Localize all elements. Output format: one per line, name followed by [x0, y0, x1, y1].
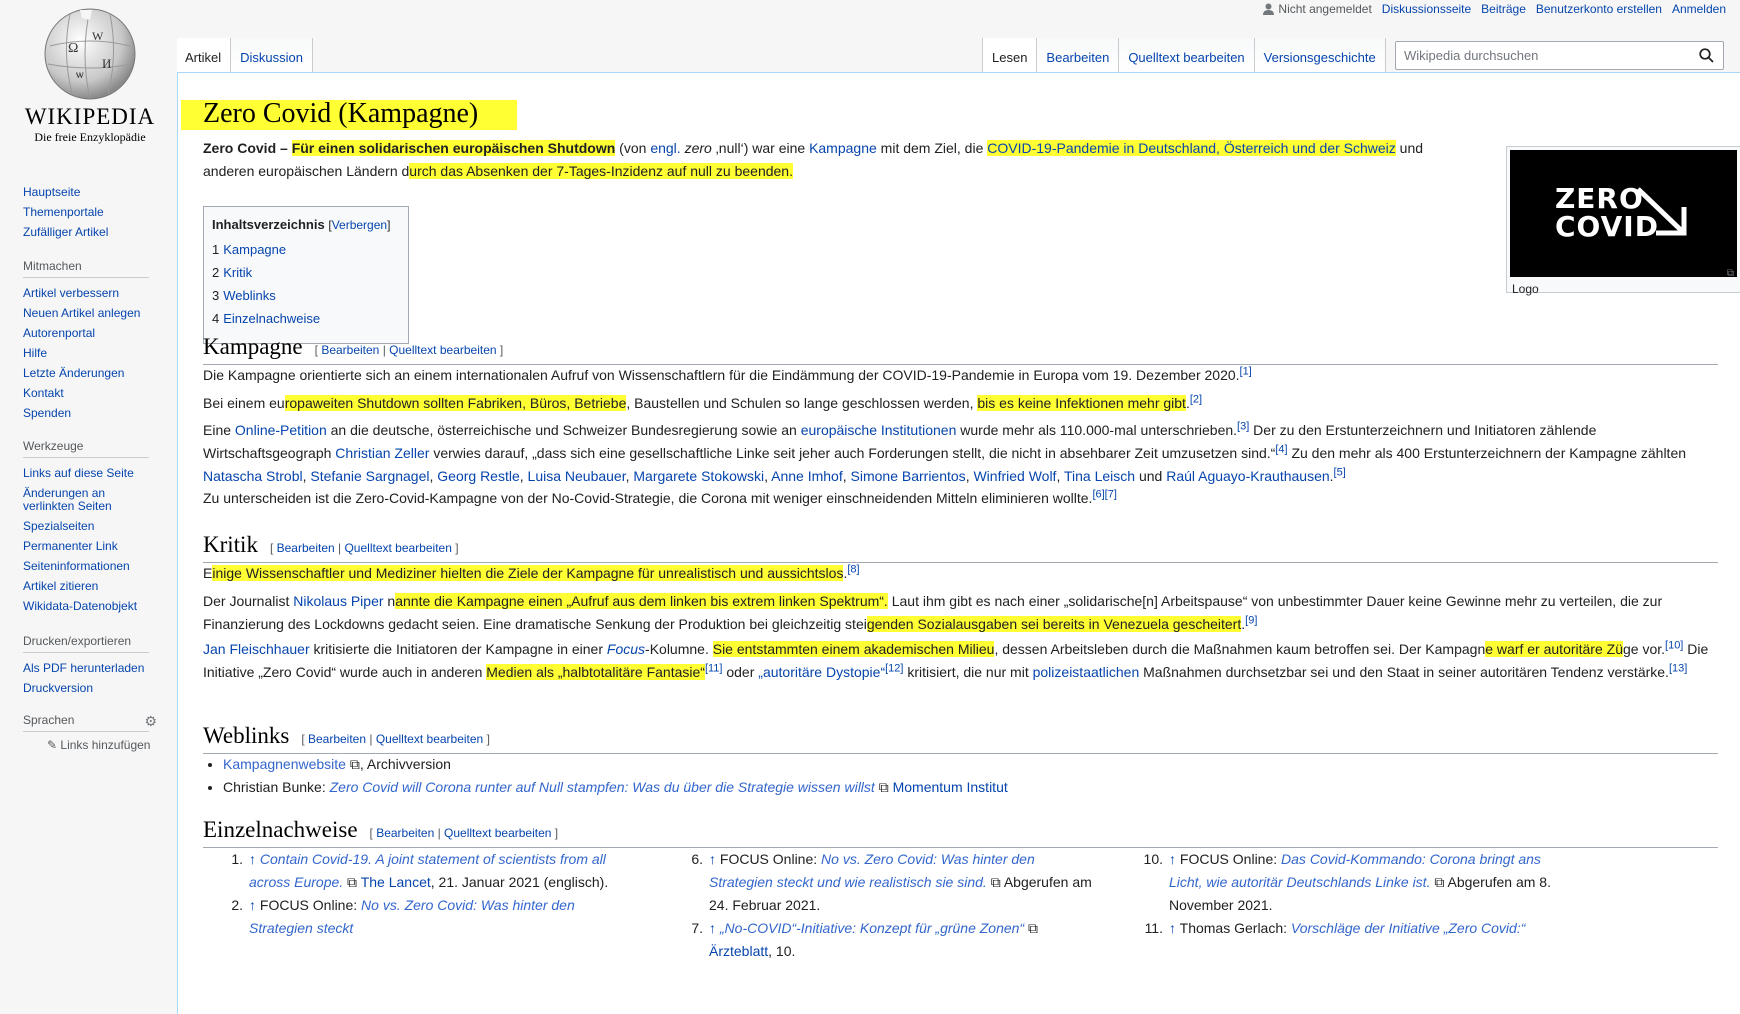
add-links-label: Links hinzufügen	[60, 738, 151, 752]
link-momentum-institut[interactable]: Momentum Institut	[888, 779, 1008, 795]
nav-artikel-verbessern[interactable]: Artikel verbessern	[23, 286, 120, 300]
backlink-arrow[interactable]: ↑	[249, 897, 256, 913]
tool-links-auf-seite[interactable]: Links auf diese Seite	[23, 466, 134, 480]
external-link-icon: ⧉	[345, 756, 360, 772]
edit-source-link[interactable]: Quelltext bearbeiten	[389, 343, 497, 357]
nav-themenportale[interactable]: Themenportale	[23, 205, 104, 219]
intro-bold-title: Zero Covid –	[203, 140, 292, 156]
backlink-arrow[interactable]: ↑	[1169, 920, 1176, 936]
svg-text:Ω: Ω	[68, 41, 79, 56]
reference-item: 6. ↑ FOCUS Online: No vs. Zero Covid: Was hinter den Strategien steckt und wie realistisch sie sind. ⧉ Abgerufen am 24. Februar 2021.	[691, 851, 1092, 913]
kampagne-p1: Die Kampagne orientierte sich an einem internationalen Aufruf von Wissenschaftlern für die Eindämmung der COVID-19-Pandemie in Europa vom 19. Dezember 2020.[1]	[203, 365, 1252, 383]
tool-artikel-zitieren[interactable]: Artikel zitieren	[23, 579, 99, 593]
not-logged-in-label: Nicht angemeldet	[1278, 2, 1372, 16]
content-area	[177, 72, 1740, 1014]
ref-link[interactable]: [10]	[1665, 639, 1684, 652]
list-item: • Kampagnenwebsite ⧉, Archivversion	[223, 753, 1008, 776]
view-tabs	[982, 38, 1386, 73]
tab-artikel[interactable]: Artikel	[177, 38, 231, 73]
toc-item[interactable]: 2 Kritik	[212, 265, 253, 280]
link-polizeistaat[interactable]: polizeistaatlichen	[1032, 664, 1140, 680]
link-person[interactable]: Tina Leisch	[1063, 468, 1136, 484]
link-person[interactable]: Anne Imhof	[771, 468, 843, 484]
ref-link[interactable]: [3]	[1237, 420, 1250, 433]
gear-icon[interactable]: ⚙	[144, 713, 157, 729]
backlink-arrow[interactable]: ↑	[249, 851, 256, 867]
portal-heading: Drucken/exportieren	[23, 634, 149, 653]
sprachen-portal	[23, 713, 163, 752]
toc-item[interactable]: 3 Weblinks	[212, 288, 276, 303]
wordmark: WIKIPEDIA	[24, 104, 156, 129]
list-item: • Christian Bunke: Zero Covid will Corona runter auf Null stampfen: Was du über die Strategie wissen willst ⧉ Momentum Institut	[223, 776, 1008, 799]
intro-paragraph: Zero Covid – Für einen solidarischen europäischen Shutdown (von engl. zero ‚null‘) war eine Kampagne mit dem Ziel, die COVID-19-Pandemie in Deutschland, Österreich und der Schweiz und anderen europäischen Ländern durch das Absenken der 7-Tages-Inzidenz auf null zu beenden.	[203, 140, 1424, 179]
search-input[interactable]	[1396, 42, 1686, 69]
external-link-icon: ⧉	[874, 779, 889, 795]
link-person[interactable]: Luisa Neubauer	[527, 468, 626, 484]
nav-hauptseite[interactable]: Hauptseite	[23, 185, 81, 199]
link-kampagne[interactable]: Kampagne	[809, 140, 877, 156]
section-edit: [ Bearbeiten | Quelltext bearbeiten ]	[314, 343, 504, 357]
ref-link[interactable]: [9]	[1245, 614, 1258, 627]
backlink-arrow[interactable]: ↑	[709, 851, 716, 867]
logo-text: ZERO COVID	[1555, 182, 1659, 243]
tagline: Die freie Enzyklopädie	[34, 130, 146, 144]
edit-link[interactable]: Bearbeiten	[307, 732, 367, 746]
weblinks-list	[223, 753, 1008, 799]
ref-link[interactable]: [8]	[847, 563, 860, 576]
reference-item: 1. ↑ Contain Covid-19. A joint statement of scientists from all across Europe. ⧉ The Lancet, 21. Januar 2021 (englisch).	[231, 851, 609, 890]
ref-link[interactable]: [1]	[1239, 365, 1252, 378]
ref-external-link[interactable]: Contain Covid-19. A joint statement of scientists from all across Europe.	[249, 851, 606, 890]
ref-external-link[interactable]: No vs. Zero Covid: Was hinter den Strategien steckt und wie realistisch sie sind.	[709, 851, 1035, 890]
navigation-portal	[23, 183, 163, 243]
toc-toggle[interactable]: [Verbergen]	[328, 218, 391, 232]
search-box	[1395, 41, 1724, 70]
tab-diskussion[interactable]: Diskussion	[231, 38, 313, 73]
toc-item[interactable]: 4 Einzelnachweise	[212, 311, 321, 326]
svg-text:W: W	[92, 29, 104, 43]
edit-link[interactable]: Bearbeiten	[276, 541, 335, 555]
references-column-1	[203, 848, 633, 940]
heading-kampagne: Kampagne [ Bearbeiten | Quelltext bearbeiten ]	[203, 332, 1718, 365]
link-konto-erstellen[interactable]: Benutzerkonto erstellen	[1535, 2, 1662, 16]
link-europaeische-institutionen[interactable]: europäische Institutionen	[800, 422, 957, 438]
heading-kritik: Kritik [ Bearbeiten | Quelltext bearbeiten ]	[203, 530, 1718, 563]
backlink-arrow[interactable]: ↑	[1169, 851, 1176, 867]
link-kampagnenwebsite[interactable]: Kampagnenwebsite	[223, 756, 346, 772]
references-column-2	[663, 848, 1093, 963]
ref-link[interactable]: [4]	[1275, 443, 1288, 456]
tab-versionsgeschichte[interactable]: Versionsgeschichte	[1255, 38, 1386, 73]
toc-title: Inhaltsverzeichnis	[212, 217, 325, 232]
search-icon[interactable]	[1699, 48, 1714, 63]
tool-aenderungen-verlinkt[interactable]: Änderungen an verlinkten Seiten	[23, 486, 112, 513]
link-diskussionsseite[interactable]: Diskussionsseite	[1381, 2, 1472, 16]
print-pdf[interactable]: Als PDF herunterladen	[23, 661, 145, 675]
tab-quelltext[interactable]: Quelltext bearbeiten	[1119, 38, 1254, 73]
puzzle-globe-icon	[40, 6, 140, 102]
tool-spezialseiten[interactable]: Spezialseiten	[23, 519, 95, 533]
nav-neuen-artikel[interactable]: Neuen Artikel anlegen	[23, 306, 141, 320]
nav-letzte-aenderungen[interactable]: Letzte Änderungen	[23, 366, 125, 380]
ref-source-link[interactable]: The Lancet	[360, 874, 431, 890]
svg-text:ѡ: ѡ	[76, 67, 84, 81]
infobox-caption: Logo	[1512, 282, 1539, 296]
svg-text:И: И	[102, 56, 112, 71]
ref-link[interactable]: [6][7]	[1092, 488, 1117, 501]
page-title: Zero Covid (Kampagne)	[203, 98, 479, 129]
nav-kontakt[interactable]: Kontakt	[23, 386, 64, 400]
external-link-icon: ⧉	[1430, 874, 1445, 890]
link-focus[interactable]: Focus	[606, 641, 646, 657]
portal-heading: Werkzeuge	[23, 439, 149, 458]
reference-item: 10. ↑ FOCUS Online: Das Covid-Kommando: Corona bringt ans Licht, wie autoritär Deutschlands Linke ist. ⧉ Abgerufen am 8. November 2021.	[1143, 851, 1551, 913]
tool-wikidata[interactable]: Wikidata-Datenobjekt	[23, 599, 138, 613]
link-autoritaere-dystopie[interactable]: „autoritäre Dystopie“	[758, 664, 886, 680]
link-beitraege[interactable]: Beiträge	[1481, 2, 1526, 16]
drucken-portal	[23, 634, 163, 699]
edit-link[interactable]: Bearbeiten	[321, 343, 380, 357]
link-momentum-article[interactable]: Zero Covid will Corona runter auf Null stampfen: Was du über die Strategie wissen willst	[329, 779, 875, 795]
link-anmelden[interactable]: Anmelden	[1671, 2, 1726, 16]
kampagne-p3: Eine Online-Petition an die deutsche, österreichische und Schweizer Bundesregierung sowie an europäische Institutionen wurde mehr als 110.000-mal unterschrieben.[3] Der zu den Erstunterzeichnern und Initiatoren zählende Wirtschaftsgeograph Christian Zeller verwies darauf, „dass sich eine gesellschaftliche Linke seit jeher auch Forderungen stellt, die nicht in absehbarer Zeit umzusetzen sind.“[4] Zu den mehr als 400 Erstunterzeichnern der Kampagne zählten Natascha Strobl, Stefanie Sargnagel, Georg Restle, Luisa Neubauer, Margarete Stokowski, Anne Imhof, Simone Barrientos, Winfried Wolf, Tina Leisch und Raúl Aguayo-Krauthausen.[5]	[203, 420, 1687, 484]
nav-hilfe[interactable]: Hilfe	[23, 346, 48, 360]
kritik-p3: Jan Fleischhauer kritisierte die Initiatoren der Kampagne in einer Focus-Kolumne. Sie entstammten einem akademischen Milieu, dessen Arbeitsleben durch die Maßnahmen kaum betroffen sei. Der Kampagne warf er autoritäre Züge vor.[10] Die Initiative „Zero Covid“ wurde auch in anderen Medien als „halbtotalitäre Fantasie“[11] oder „autoritäre Dystopie“[12] kritisiert, die nur mit polizeistaatlichen Maßnahmen durchsetzbar sei und den Staat in seiner autoritären Tendenz verstärke.[13]	[203, 639, 1709, 680]
ref-external-link[interactable]: No vs. Zero Covid: Was hinter den Strategien steckt	[249, 897, 575, 936]
toc-item[interactable]: 1 Kampagne	[212, 242, 287, 257]
portal-heading: Sprachen	[23, 713, 149, 732]
ref-external-link[interactable]: Vorschläge der Initiative „Zero Covid:“	[1290, 920, 1526, 936]
nav-autorenportal[interactable]: Autorenportal	[23, 326, 96, 340]
reference-item: 11. ↑ Thomas Gerlach: Vorschläge der Initiative „Zero Covid:“	[1144, 920, 1526, 936]
ref-source-link[interactable]: Ärzteblatt	[709, 943, 769, 959]
wikipedia-logo[interactable]	[20, 6, 160, 154]
heading-weblinks: Weblinks [ Bearbeiten | Quelltext bearbeiten ]	[203, 721, 1718, 754]
ref-link[interactable]: [5]	[1333, 466, 1346, 479]
add-links-button[interactable]	[23, 738, 163, 752]
werkzeuge-portal	[23, 439, 163, 617]
link-online-petition[interactable]: Online-Petition	[234, 422, 327, 438]
link-person[interactable]: Raúl Aguayo-Krauthausen	[1166, 468, 1330, 484]
print-druckversion[interactable]: Druckversion	[23, 681, 94, 695]
link-person[interactable]: Winfried Wolf	[973, 468, 1057, 484]
link-person[interactable]: Simone Barrientos	[850, 468, 966, 484]
link-engl[interactable]: engl.	[650, 140, 681, 156]
ref-external-link[interactable]: „No-COVID“-Initiative: Konzept für „grüne Zonen“	[719, 920, 1025, 936]
ref-link[interactable]: [13]	[1668, 662, 1688, 675]
user-icon	[1263, 3, 1274, 15]
kritik-p2: Der Journalist Nikolaus Piper nannte die Kampagne einen „Aufruf aus dem linken bis extrem linken Spektrum“. Laut ihm gibt es nach einer „solidarische[n] Arbeitspause“ von unbestimmter Dauer keine Gewinne mehr zu verteilen, die zur Finanzierung des Lockdowns gedacht seien. Eine dramatische Senkung der Produktion bei gleichzeitig steigenden Sozialausgaben sei bereits in Venezuela gescheitert.[9]	[203, 593, 1663, 632]
ref-link[interactable]: [11]	[704, 662, 723, 675]
external-link-icon: ⧉	[1024, 920, 1039, 936]
nav-spenden[interactable]: Spenden	[23, 406, 72, 420]
link-nikolaus-piper[interactable]: Nikolaus Piper	[293, 593, 384, 609]
link-person[interactable]: Georg Restle	[437, 468, 520, 484]
enlarge-icon[interactable]: ⧉	[1726, 268, 1734, 279]
mitmachen-portal	[23, 259, 163, 424]
backlink-arrow[interactable]: ↑	[709, 920, 716, 936]
reference-item: 7. ↑ „No-COVID“-Initiative: Konzept für „grüne Zonen“ ⧉ Ärzteblatt, 10.	[691, 920, 1039, 959]
tab-bearbeiten[interactable]: Bearbeiten	[1037, 38, 1119, 73]
section-edit: [ Bearbeiten | Quelltext bearbeiten ]	[369, 826, 559, 840]
references-column-3	[1123, 848, 1553, 940]
link-person[interactable]: Margarete Stokowski	[633, 468, 765, 484]
ref-link[interactable]: [12]	[885, 662, 904, 675]
kampagne-p2: Bei einem europaweiten Shutdown sollten Fabriken, Büros, Betriebe, Baustellen und Schulen so lange geschlossen werden, bis es keine Infektionen mehr gibt.[2]	[203, 393, 1203, 411]
link-christian-zeller[interactable]: Christian Zeller	[335, 445, 430, 461]
edit-source-link[interactable]: Quelltext bearbeiten	[344, 541, 452, 555]
external-link-icon: ⧉	[986, 874, 1001, 890]
link-covid-pandemie[interactable]: COVID-19-Pandemie in Deutschland, Österreich und der Schweiz	[987, 140, 1396, 156]
tool-permanenter-link[interactable]: Permanenter Link	[23, 539, 118, 553]
section-edit: [ Bearbeiten | Quelltext bearbeiten ]	[269, 541, 459, 555]
edit-source-link[interactable]: Quelltext bearbeiten	[444, 826, 552, 840]
link-person[interactable]: Stefanie Sargnagel	[310, 468, 430, 484]
tab-lesen[interactable]: Lesen	[982, 38, 1037, 73]
external-link-icon: ⧉	[343, 874, 361, 890]
edit-source-link[interactable]: Quelltext bearbeiten	[375, 732, 484, 746]
section-edit: [ Bearbeiten | Quelltext bearbeiten ]	[301, 732, 490, 746]
zero-covid-logo[interactable]	[1510, 150, 1737, 277]
ref-link[interactable]: [2]	[1189, 393, 1203, 406]
not-logged-in	[1263, 2, 1371, 16]
reference-item: 2. ↑ FOCUS Online: No vs. Zero Covid: Was hinter den Strategien steckt	[231, 897, 575, 936]
table-of-contents	[203, 206, 409, 344]
nav-zufaelliger-artikel[interactable]: Zufälliger Artikel	[23, 225, 109, 239]
infobox	[1506, 146, 1740, 296]
link-jan-fleischhauer[interactable]: Jan Fleischhauer	[203, 641, 310, 657]
heading-einzelnachweise: Einzelnachweise [ Bearbeiten | Quelltext bearbeiten ]	[203, 815, 1718, 848]
portal-heading: Mitmachen	[23, 259, 149, 278]
intro-bold-subtitle: Für einen solidarischen europäischen Shutdown	[291, 140, 616, 156]
tool-seiteninformationen[interactable]: Seiteninformationen	[23, 559, 130, 573]
kritik-p1: Einige Wissenschaftler und Mediziner hielten die Ziele der Kampagne für unrealistisch und aussichtslos.[8]	[203, 563, 860, 581]
arrow-down-right-icon	[1634, 185, 1692, 241]
edit-link[interactable]: Bearbeiten	[376, 826, 435, 840]
pencil-icon: ✎	[47, 738, 58, 752]
namespace-tabs	[177, 38, 313, 73]
kampagne-p4: Zu unterscheiden ist die Zero-Covid-Kampagne von der No-Covid-Strategie, die Corona mit weniger einschneidenden Mitteln eliminieren wollte.[6][7]	[203, 488, 1117, 506]
sidebar	[0, 0, 176, 1014]
personal-tools	[1263, 2, 1726, 16]
link-person[interactable]: Natascha Strobl	[203, 468, 303, 484]
ref-external-link[interactable]: Das Covid-Kommando: Corona bringt ans Licht, wie autoritär Deutschlands Linke ist.	[1169, 851, 1541, 890]
